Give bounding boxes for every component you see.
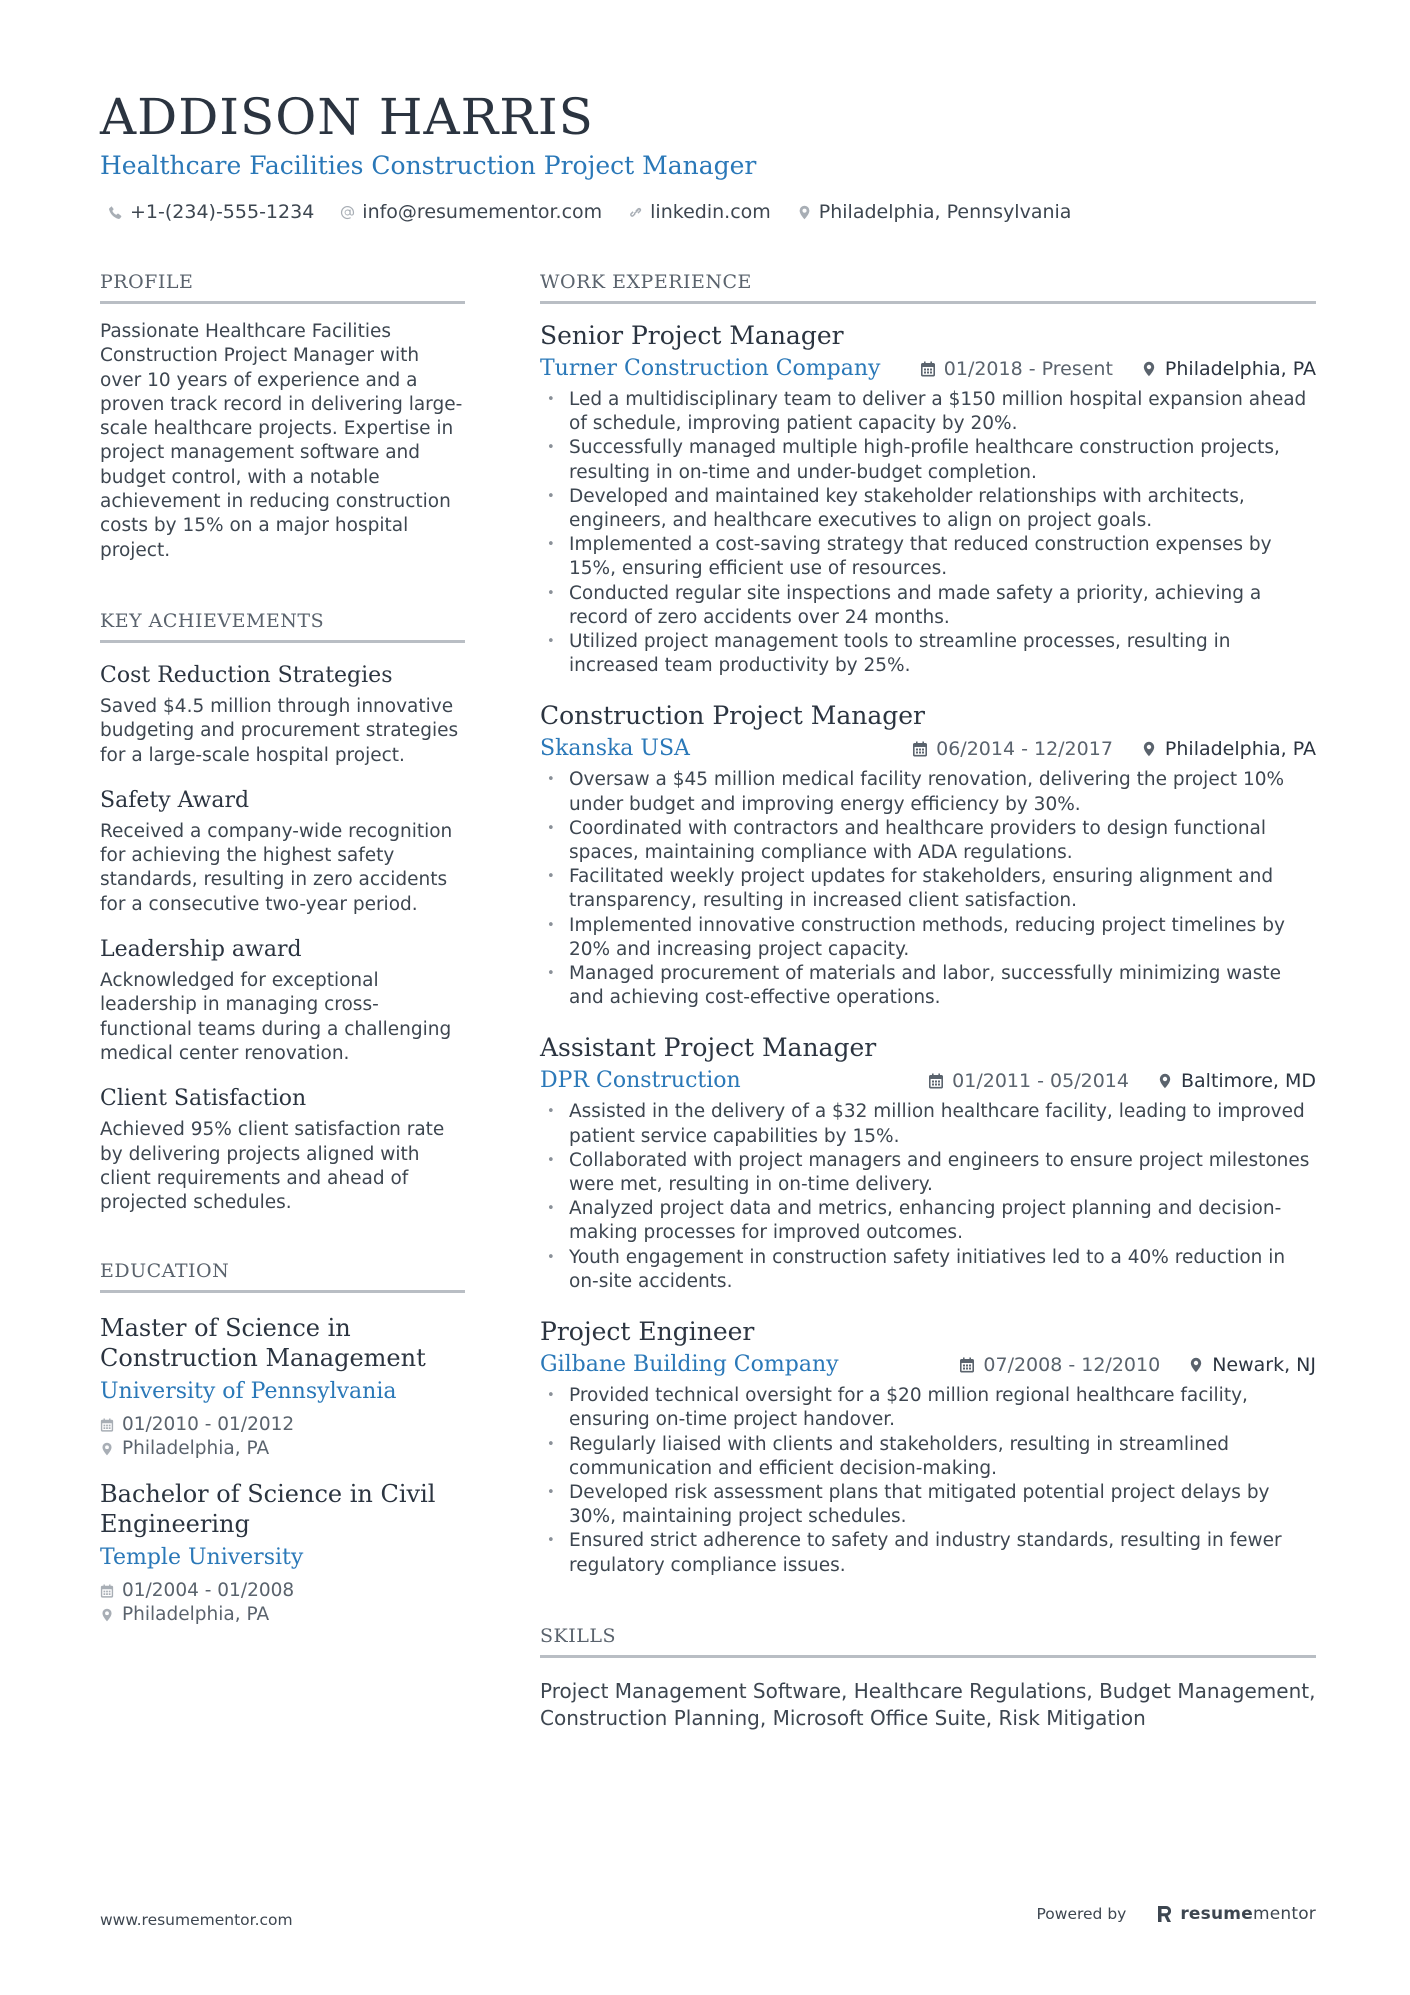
location-pin-icon [100, 1442, 114, 1456]
achievements-section [100, 607, 465, 1215]
brand-name-rest: mentor [1252, 1904, 1316, 1924]
job-title: Project Engineer [540, 1317, 755, 1347]
phone-icon [108, 205, 123, 220]
job-row [540, 734, 1316, 764]
job-meta [928, 1070, 1316, 1092]
section-title-skills: SKILLS [540, 1622, 1316, 1658]
powered-by-text: Powered by [1036, 1905, 1127, 1923]
job-bullets [540, 768, 1316, 1010]
section-title-achievements: KEY ACHIEVEMENTS [100, 607, 465, 643]
education-dates-text: 01/2010 - 01/2012 [122, 1414, 295, 1436]
achievement-desc: Saved $4.5 million through innovative budgeting and procurement strategies for a large-scale hospital project. [100, 695, 459, 766]
link-icon [628, 205, 643, 220]
job-location [1141, 358, 1316, 380]
education-degree: Master of Science in Construction Management [100, 1314, 426, 1373]
job-bullet: • Provided technical oversight for a $20 million regional healthcare facility, ensuring on-time project handover. [540, 1384, 1316, 1432]
at-icon [340, 205, 355, 220]
education-dates [100, 1413, 465, 1437]
profile-text: Passionate Healthcare Facilities Construction Project Manager with over 10 years of experience and a proven track record in delivering large-scale healthcare projects. Expertise in project management software and budget control, with a notable achievement in reducing construction costs by 15% on a major hospital project. [100, 321, 463, 561]
brand-name [1180, 1904, 1316, 1924]
job-dates-text: 06/2014 - 12/2017 [936, 738, 1113, 761]
location-pin-icon [1141, 361, 1157, 377]
calendar-icon [912, 741, 928, 757]
job-company: DPR Construction [540, 1068, 741, 1094]
achievement-item [100, 661, 465, 768]
education-location-text: Philadelphia, PA [122, 1438, 270, 1460]
education-section [100, 1257, 465, 1627]
job-entry [540, 1032, 1316, 1294]
contact-email[interactable] [340, 198, 602, 226]
achievement-desc: Achieved 95% client satisfaction rate by delivering projects aligned with client requirements and ahead of projected schedules. [100, 1119, 445, 1214]
skills-text: Project Management Software, Healthcare Regulations, Budget Management, Construction Planning, Microsoft Office Suite, Risk Mitigation [540, 1678, 1316, 1730]
job-entry [540, 1316, 1316, 1578]
location-pin-icon [1157, 1073, 1173, 1089]
brand-logo[interactable] [1156, 1904, 1316, 1924]
job-title: Construction Project Manager [540, 701, 925, 731]
achievement-desc: Received a company-wide recognition for achieving the highest safety standards, resulting in zero accidents for a consecutive two-year period. [100, 820, 453, 915]
calendar-icon [100, 1418, 114, 1432]
education-school: Temple University [100, 1545, 304, 1571]
job-dates [928, 1070, 1129, 1092]
education-dates-text: 01/2004 - 01/2008 [122, 1580, 295, 1602]
job-dates-text: 07/2008 - 12/2010 [983, 1354, 1161, 1377]
section-title-education: EDUCATION [100, 1257, 465, 1293]
job-bullet: • Developed risk assessment plans that mitigated potential project delays by 30%, maintaining project schedules. [540, 1481, 1316, 1529]
job-company: Skanska USA [540, 736, 690, 762]
job-bullet: • Ensured strict adherence to safety and industry standards, resulting in fewer regulatory compliance issues. [540, 1529, 1316, 1577]
contact-phone [108, 198, 314, 226]
job-row [540, 354, 1316, 384]
education-location [100, 1437, 465, 1461]
job-bullet: • Led a multidisciplinary team to deliver a $150 million hospital expansion ahead of schedule, improving patient capacity by 20%. [540, 388, 1316, 436]
education-degree: Bachelor of Science in Civil Engineering [100, 1480, 436, 1539]
achievement-item [100, 935, 465, 1066]
education-item [100, 1313, 465, 1461]
achievement-title: Client Satisfaction [100, 1086, 307, 1112]
contact-location [797, 198, 1072, 226]
job-entry [540, 700, 1316, 1010]
job-row [540, 1350, 1316, 1380]
job-dates-text: 01/2011 - 05/2014 [952, 1070, 1129, 1093]
location-text: Philadelphia, Pennsylvania [818, 201, 1072, 223]
job-meta [912, 738, 1316, 760]
education-item [100, 1479, 465, 1627]
job-bullet: • Oversaw a $45 million medical facility renovation, delivering the project 10% under budget and improving energy efficiency by 30%. [540, 768, 1316, 816]
achievement-desc: Acknowledged for exceptional leadership in managing cross-functional teams during a challenging medical center renovation. [100, 970, 452, 1064]
section-title-experience: WORK EXPERIENCE [540, 268, 1316, 304]
job-title: Senior Project Manager [540, 321, 844, 350]
job-bullet: • Developed and maintained key stakeholder relationships with architects, engineers, and healthcare executives to align on project goals. [540, 485, 1316, 533]
job-row [540, 1066, 1316, 1096]
email-text[interactable]: info@resumementor.com [362, 201, 603, 223]
job-bullet: • Utilized project management tools to streamline processes, resulting in increased team productivity by 25%. [540, 630, 1316, 678]
job-location-text: Philadelphia, PA [1164, 358, 1316, 380]
linkedin-text[interactable]: linkedin.com [650, 201, 771, 223]
achievement-item [100, 786, 465, 917]
location-pin-icon [1188, 1357, 1204, 1373]
headline: Healthcare Facilities Construction Project Manager [100, 151, 757, 180]
job-bullet: • Facilitated weekly project updates for stakeholders, ensuring alignment and transparency, resulting in increased client satisfaction. [540, 865, 1316, 913]
resumementor-logo-icon [1156, 1904, 1174, 1924]
achievement-item [100, 1084, 465, 1215]
candidate-name: ADDISON HARRIS [100, 88, 594, 146]
job-bullet: • Regularly liaised with clients and stakeholders, resulting in streamlined communication and efficient decision-making. [540, 1433, 1316, 1481]
left-column [100, 268, 465, 1627]
job-location [1188, 1354, 1316, 1376]
job-bullet: • Youth engagement in construction safety initiatives led to a 40% reduction in on-site accidents. [540, 1246, 1316, 1294]
job-location-text: Baltimore, MD [1180, 1070, 1316, 1093]
education-school: University of Pennsylvania [100, 1379, 397, 1405]
education-dates [100, 1579, 465, 1603]
job-bullet: • Conducted regular site inspections and made safety a priority, achieving a record of zero accidents over 24 months. [540, 582, 1316, 630]
achievement-title: Safety Award [100, 787, 250, 813]
job-location [1157, 1070, 1316, 1092]
contact-linkedin[interactable] [628, 198, 771, 226]
job-location-text: Newark, NJ [1212, 1354, 1316, 1377]
job-entry [540, 320, 1316, 678]
footer-url[interactable]: www.resumementor.com [100, 1911, 293, 1929]
achievement-title: Cost Reduction Strategies [100, 662, 393, 688]
location-pin-icon [797, 205, 812, 220]
job-meta [959, 1354, 1316, 1376]
calendar-icon [100, 1584, 114, 1598]
job-bullets [540, 388, 1316, 678]
location-pin-icon [1141, 741, 1157, 757]
job-dates [959, 1354, 1160, 1376]
job-meta [920, 358, 1316, 380]
job-bullet: • Successfully managed multiple high-profile healthcare construction projects, resulting in on-time and under-budget completion. [540, 436, 1316, 484]
calendar-icon [928, 1073, 944, 1089]
job-bullets [540, 1384, 1316, 1578]
job-bullet: • Analyzed project data and metrics, enhancing project planning and decision-making processes for improved outcomes. [540, 1197, 1316, 1245]
location-pin-icon [100, 1608, 114, 1622]
footer-powered [1037, 1904, 1317, 1924]
job-company: Turner Construction Company [540, 356, 881, 381]
job-bullet: • Coordinated with contractors and healthcare providers to design functional spaces, maintaining compliance with ADA regulations. [540, 817, 1316, 865]
job-bullet: • Assisted in the delivery of a $32 million healthcare facility, leading to improved patient service capabilities by 15%. [540, 1100, 1316, 1148]
skills-section [540, 1622, 1316, 1732]
achievement-title: Leadership award [100, 937, 302, 963]
job-dates [912, 738, 1113, 760]
job-dates [920, 358, 1113, 380]
contact-bar [108, 198, 1071, 226]
right-column [540, 268, 1316, 1732]
calendar-icon [920, 361, 936, 377]
education-location-text: Philadelphia, PA [122, 1604, 270, 1626]
job-bullet: • Implemented a cost-saving strategy that reduced construction expenses by 15%, ensuring efficient use of resources. [540, 533, 1316, 581]
brand-name-bold: resume [1180, 1904, 1253, 1924]
calendar-icon [959, 1357, 975, 1373]
job-location [1141, 738, 1316, 760]
section-title-profile: PROFILE [100, 268, 465, 304]
job-bullet: • Collaborated with project managers and engineers to ensure project milestones were met, resulting in on-time delivery. [540, 1149, 1316, 1197]
profile-section [100, 268, 465, 563]
education-location [100, 1603, 465, 1627]
job-bullets [540, 1100, 1316, 1294]
job-dates-text: 01/2018 - Present [943, 358, 1113, 380]
job-bullet: • Managed procurement of materials and labor, successfully minimizing waste and achieving cost-effective operations. [540, 962, 1316, 1010]
job-location-text: Philadelphia, PA [1164, 738, 1316, 761]
job-bullet: • Implemented innovative construction methods, reducing project timelines by 20% and increasing project capacity. [540, 914, 1316, 962]
phone-text: +1-(234)-555-1234 [130, 201, 315, 223]
job-title: Assistant Project Manager [540, 1033, 877, 1063]
job-company: Gilbane Building Company [540, 1352, 839, 1378]
